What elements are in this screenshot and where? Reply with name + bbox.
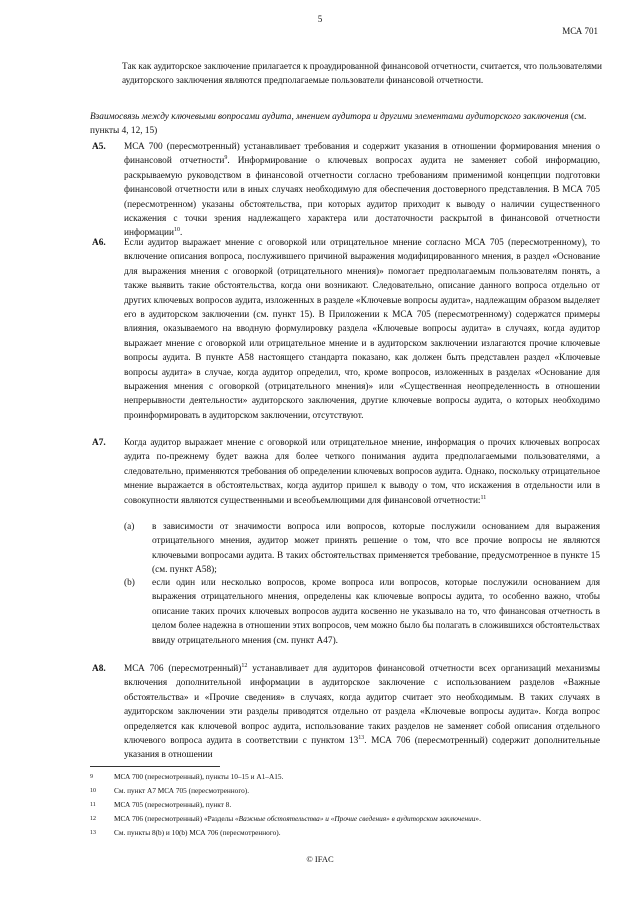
- footnote-number: 12: [90, 816, 96, 822]
- paragraph-number: A7.: [92, 438, 106, 448]
- section-heading: [90, 110, 600, 138]
- paragraph-text: МСА 700 (пересмотренный) устанавливает требования и содержит указания в отношении формирования мнения о финансовой отчетности$^9$. Информирование о ключевых вопросах аудита не заменяет собой информацию, раскрываемую руководством в финансовой отчетности согласно требованиям применимой концепции подготовки финансовой отчетности или в иных случаях необходимую для обеспечения достоверного представления. В МСА 705 (пересмотренном) указаны обстоятельства, при которых аудитор приходит к выводу о наличии существенного искажения с точки зрения надлежащего характера или достаточности раскрытой в финансовой отчетности информации$^{10}$.: [124, 142, 600, 239]
- paragraph-a8: [92, 662, 600, 763]
- document-code: МСА 701: [562, 26, 598, 36]
- list-item-label: (a): [124, 522, 135, 532]
- section-heading-ref: (см. пункты 4, 12, 15): [90, 112, 587, 136]
- footnote-text: МСА 700 (пересмотренный), пункты 10–15 и А1–А15.: [114, 772, 284, 781]
- footnote: [90, 800, 600, 810]
- intro-paragraph: Так как аудиторское заключение прилагается к проаудированной финансовой отчетности, считается, что пользователями аудиторского заключения являются предполагаемые пользователи финансовой отчетности.: [122, 62, 602, 87]
- paragraph-a7: [92, 436, 600, 508]
- paragraph-number: A8.: [92, 664, 106, 674]
- footnote-text: См. пункты 8(b) и 10(b) МСА 706 (пересмотренного).: [114, 828, 281, 837]
- page-footer: © IFAC: [306, 854, 334, 864]
- paragraph-number: A6.: [92, 238, 106, 248]
- page-number: 5: [317, 14, 323, 24]
- footnote-text: См. пункт А7 МСА 705 (пересмотренного).: [114, 786, 250, 795]
- footnote-ref: 10: [174, 227, 181, 234]
- paragraph-text: МСА 706 (пересмотренный)$^{12}$ устанавливает для аудиторов финансовой отчетности всех организаций механизмы включения дополнительной информации в аудиторское заключение с использованием разделов «Важные обстоятельства» и «Прочие сведения» в случаях, когда аудитор считает это необходимым. В таких случаях в аудиторском заключении эти разделы приводятся отдельно от раздела «Ключевые вопросы аудита». Когда вопрос определяется как ключевой вопрос аудита, использование таких разделов не заменяет собой описания отдельного ключевого вопроса аудита в соответствии с пунктом $13^{13}$. МСА 706 (пересмотренный) содержит дополнительные указания в отношении: [124, 663, 600, 761]
- footnote-number: 9: [90, 774, 93, 780]
- footnote-number: 11: [90, 802, 96, 808]
- footnote-number: 10: [90, 788, 96, 794]
- list-item-a: [124, 520, 600, 578]
- footnote-number: 13: [90, 830, 96, 836]
- footnote: [90, 772, 600, 782]
- footnote-text: МСА 706 (пересмотренный) «Разделы «Важные обстоятельства» и «Прочие сведения» в аудиторском заключении».: [114, 814, 481, 823]
- footnote: [90, 814, 600, 824]
- list-item-text: в зависимости от значимости вопроса или вопросов, которые послужили основанием для выражения отрицательного мнения, аудитор может принять решение о том, что все прочие вопросы не являются ключевыми вопросами аудита. В таких обстоятельствах применяется требование, предусмотренное в пункте 15 (см. пункт А58);: [152, 522, 600, 576]
- footnote-ref: 12: [241, 663, 248, 669]
- footnote-text: МСА 705 (пересмотренный), пункт 8.: [114, 800, 232, 809]
- footnote-ref: 13: [358, 735, 365, 742]
- footnote: [90, 828, 600, 838]
- section-heading-italic: Взаимосвязь между ключевыми вопросами аудита, мнением аудитора и другими элементами аудиторского заключения: [90, 112, 569, 122]
- footnote-ref: 11: [480, 494, 487, 501]
- paragraph-text: Когда аудитор выражает мнение с оговоркой или отрицательное мнение, информация о прочих ключевых вопросах аудита по-прежнему будет важна для более четкого понимания аудита предполагаемыми пользователями, а следовательно, применяются требования об определении ключевых вопросов аудита. Однако, поскольку отрицательное мнение выражается в обстоятельствах, когда аудитор пришел к выводу о том, что искажения в отдельности или в совокупности являются существенными и всеобъемлющими для финансовой отчетности:$^{11}$: [124, 438, 600, 506]
- footnote: [90, 786, 600, 796]
- list-item-text: если один или несколько вопросов, кроме вопроса или вопросов, которые послужили основанием для выражения отрицательного мнения, определены как ключевые вопросы аудита, то особенно важно, чтобы описание таких прочих ключевых вопросов аудита косвенно не указывало на то, что финансовая отчетность в целом более надежна в отношении этих вопросов, чем можно было бы полагать в сложившихся обстоятельствах ввиду отрицательного мнения (см. пункт А47).: [152, 578, 600, 646]
- list-item-label: (b): [124, 578, 135, 588]
- list-item-b: [124, 576, 600, 648]
- paragraph-a6: [92, 236, 600, 423]
- paragraph-a5: [92, 140, 600, 241]
- paragraph-number: A5.: [92, 142, 106, 152]
- footnote-ref: 9: [224, 155, 228, 162]
- footnote-divider: [90, 766, 220, 767]
- paragraph-text: Если аудитор выражает мнение с оговоркой или отрицательное мнение согласно МСА 705 (пересмотренному), то включение описания вопроса, послужившего причиной выражения модифицированного мнения, в раздел «Основание для выражения мнения с оговоркой (отрицательного мнения)» помогает предполагаемым пользователям понять, а также выявить такие обстоятельства, когда они возникают. Следовательно, описание данного вопроса отдельно от других ключевых вопросов аудита, изложенных в разделе «Ключевые вопросы аудита», надлежащим образом выделяет его в аудиторском заключении (см. пункт 15). В Приложении к МСА 705 (пересмотренному) содержатся примеры влияния, оказываемого на вводную формулировку раздела «Ключевые вопросы аудита» в случаях, когда аудитор выражает мнение с оговоркой или отрицательное мнение и в аудиторском заключении излагаются прочие ключевые вопросы аудита. В пункте А58 настоящего стандарта показано, как должен быть представлен раздел «Ключевые вопросы аудита» в случае, когда аудитор определил, что, кроме вопросов, изложенных в разделах «Основание для выражения мнения с оговоркой (отрицательного мнения)» или «Существенная неопределенность в отношении непрерывности деятельности» аудиторского заключения, другие ключевые вопросы аудита, о которых необходимо проинформировать в аудиторском заключении, отсутствуют.: [124, 238, 600, 421]
